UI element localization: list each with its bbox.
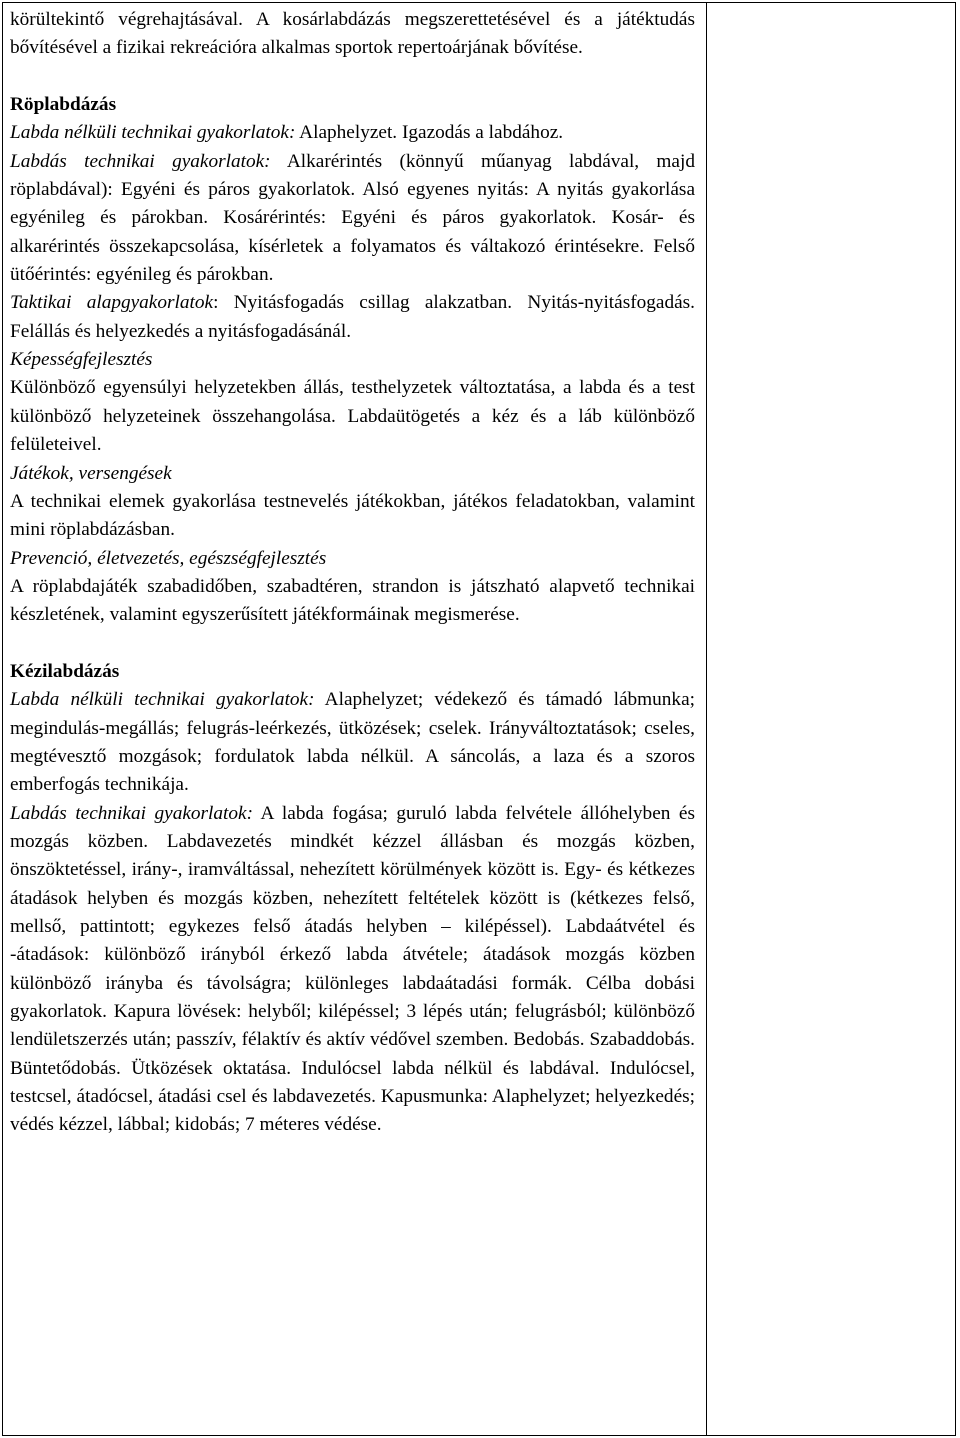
- handball-text-2: A labda fogása; guruló labda felvétele állóhelyben és mozgás közben. Labdavezetés mindkét kézzel állásban és mozgás közben, önszöktetéssel, irány-, iramváltással, nehezített körülmények között is. Egy- és kétkezes átadások helyben és mozgás közben, nehezített feltételek között is (kétkezes felső, mellső, pattintott; egykezes felső átadás helyben – kilépéssel). Labdaátvétel és -átadások: különböző irányból érkező labda átvétele; átadások mozgás közben különböző irányba és távolságra; különleges labdaátadási formák. Célba dobási gyakorlatok. Kapura lövések: helyből; kilépéssel; 3 lépés után; felugrásból; különböző lendületszerzés után; passzív, félaktív és aktív védővel szemben. Bedobás. Szabaddobás. Büntetődobás. Ütközések oktatása. Indulócsel labda nélkül és labdával. Indulócsel, testcsel, átadócsel, átadási csel és labdavezetés. Kapusmunka: Alaphelyzet; helyezkedés; védés kézzel, lábbal; kidobás; 7 méteres védése.: [10, 802, 695, 1136]
- prevention-heading: Prevenció, életvezetés, egészségfejlesztés: [10, 547, 327, 569]
- handball-text-1: Alaphelyzet; védekező és támadó lábmunka; megindulás-megállás; felugrás-leérkezés, ütközések; cselek. Irányváltoztatások; cseles, megtévesztő mozgások; fordulatok labda nélkül. A sáncolás, a laza és a szoros emberfogás technikája.: [10, 689, 695, 796]
- volleyball-label-3: Taktikai alapgyakorlatok: [10, 292, 214, 314]
- handball-label-2: Labdás technikai gyakorlatok:: [10, 802, 254, 824]
- handball-paragraph-2: [10, 800, 695, 1140]
- column-divider: [706, 3, 707, 1435]
- volleyball-paragraph-1: [10, 119, 695, 147]
- volleyball-label-1: Labda nélküli technikai gyakorlatok:: [10, 122, 296, 144]
- content-table: [2, 2, 956, 1436]
- handball-heading: Kézilabdázás: [10, 660, 120, 682]
- volleyball-heading: Röplabdázás: [10, 94, 117, 116]
- volleyball-text-3: : Nyitásfogadás csillag alakzatban. Nyitás-nyitásfogadás. Felállás és helyezkedés a nyitásfogadásánál.: [10, 292, 695, 342]
- skills-heading: Képességfejlesztés: [10, 349, 153, 371]
- spacer: [10, 630, 695, 658]
- intro-paragraph: körültekintő végrehajtásával. A kosárlabdázás megszerettetésével és a játéktudás bővítésével a fizikai rekreációra alkalmas sportok repertoárjának bővítése.: [10, 9, 695, 59]
- spacer: [10, 63, 695, 91]
- games-heading: Játékok, versengések: [10, 462, 172, 484]
- volleyball-text-1: Alaphelyzet. Igazodás a labdához.: [295, 122, 564, 144]
- volleyball-label-2: Labdás technikai gyakorlatok:: [10, 150, 271, 172]
- volleyball-paragraph-3: [10, 289, 695, 346]
- prevention-paragraph: A röplabdajáték szabadidőben, szabadtéren, strandon is játszható alapvető technikai készletének, valamint egyszerűsített játékformáinak megismerése.: [10, 575, 695, 626]
- volleyball-text-2: Alkarérintés (könnyű műanyag labdával, majd röplabdával): Egyéni és páros gyakorlatok. Alsó egyenes nyitás: A nyitás gyakorlása egyénileg és párokban. Kosárérintés: Egyéni és páros gyakorlatok. Kosár- és alkarérintés összekapcsolása, kísérletek a folyamatos és váltakozó érintésekre. Felső ütőérintés: egyénileg és párokban.: [10, 150, 695, 286]
- handball-paragraph-1: [10, 686, 695, 799]
- content-cell: [10, 6, 695, 1140]
- skills-paragraph: Különböző egyensúlyi helyzetekben állás, testhelyzetek változtatása, a labda és a test különböző helyzeteinek összehangolása. Labdaütögetés a kéz és a láb különböző felületeivel.: [10, 377, 695, 456]
- games-paragraph: A technikai elemek gyakorlása testnevelés játékokban, játékos feladatokban, valamint mini röplabdázásban.: [10, 490, 695, 541]
- handball-label-1: Labda nélküli technikai gyakorlatok:: [10, 689, 315, 711]
- volleyball-paragraph-2: [10, 148, 695, 290]
